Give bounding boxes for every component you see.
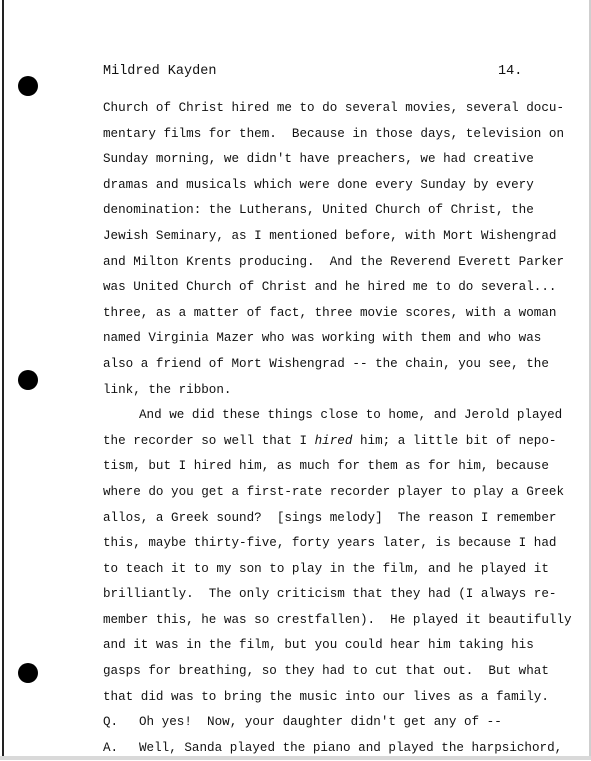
answer-text: Well, Sanda played the piano and played the harpsichord,	[139, 740, 563, 755]
text-line: named Virginia Mazer who was working with them and who was	[103, 331, 542, 346]
text-line: link, the ribbon.	[103, 382, 232, 397]
binder-hole-middle	[18, 370, 38, 390]
answer-label: A.	[103, 740, 119, 755]
text-line: three, as a matter of fact, three movie scores, with a woman	[103, 305, 557, 320]
answer-line	[103, 736, 563, 761]
text-line: Sunday morning, we didn't have preachers, we had creative	[103, 152, 534, 167]
question-text: Oh yes! Now, your daughter didn't get any of --	[139, 715, 502, 730]
binder-hole-top	[18, 76, 38, 96]
text-line: member this, he was so crestfallen). He played it beautifully	[103, 612, 572, 627]
text-line: And we did these things close to home, and Jerold played	[139, 408, 563, 423]
text-line: tism, but I hired him, as much for them as for him, because	[103, 459, 549, 474]
text-line: this, maybe thirty-five, forty years later, is because I had	[103, 536, 557, 551]
text-line: and Milton Krents producing. And the Reverend Everett Parker	[103, 254, 565, 269]
text-line: to teach it to my son to play in the film, and he played it	[103, 561, 549, 576]
text-segment: the recorder so well that I	[103, 433, 315, 448]
question-label: Q.	[103, 715, 119, 730]
text-line: allos, a Greek sound? [sings melody] The reason I remember	[103, 510, 557, 525]
text-segment: him; a little bit of nepo-	[352, 433, 557, 448]
text-line-with-italic	[103, 429, 557, 455]
italic-emphasis: hired	[314, 433, 353, 448]
question-line	[103, 710, 523, 736]
text-line: Jewish Seminary, as I mentioned before, with Mort Wishengrad	[103, 228, 557, 243]
text-line: dramas and musicals which were done every Sunday by every	[103, 177, 534, 192]
text-line: mentary films for them. Because in those days, television on	[103, 126, 565, 141]
text-line: was United Church of Christ and he hired me to do several...	[103, 280, 557, 295]
text-line: Church of Christ hired me to do several movies, several docu-	[103, 101, 565, 115]
text-line: where do you get a first-rate recorder player to play a Greek	[103, 484, 565, 499]
page-number: 14.	[498, 64, 523, 79]
text-line: brilliantly. The only criticism that they had (I always re-	[103, 587, 557, 602]
text-line: gasps for breathing, so they had to cut that out. But what	[103, 664, 549, 679]
transcript-body	[103, 96, 572, 761]
text-line: denomination: the Lutherans, United Church of Christ, the	[103, 203, 534, 218]
text-line: that did was to bring the music into our lives as a family.	[103, 689, 549, 704]
header-interviewee-name: Mildred Kayden	[103, 64, 217, 79]
text-line: and it was in the film, but you could hear him taking his	[103, 638, 534, 653]
page-left-edge	[2, 0, 4, 760]
text-line: also a friend of Mort Wishengrad -- the chain, you see, the	[103, 356, 549, 371]
binder-hole-bottom	[18, 663, 38, 683]
